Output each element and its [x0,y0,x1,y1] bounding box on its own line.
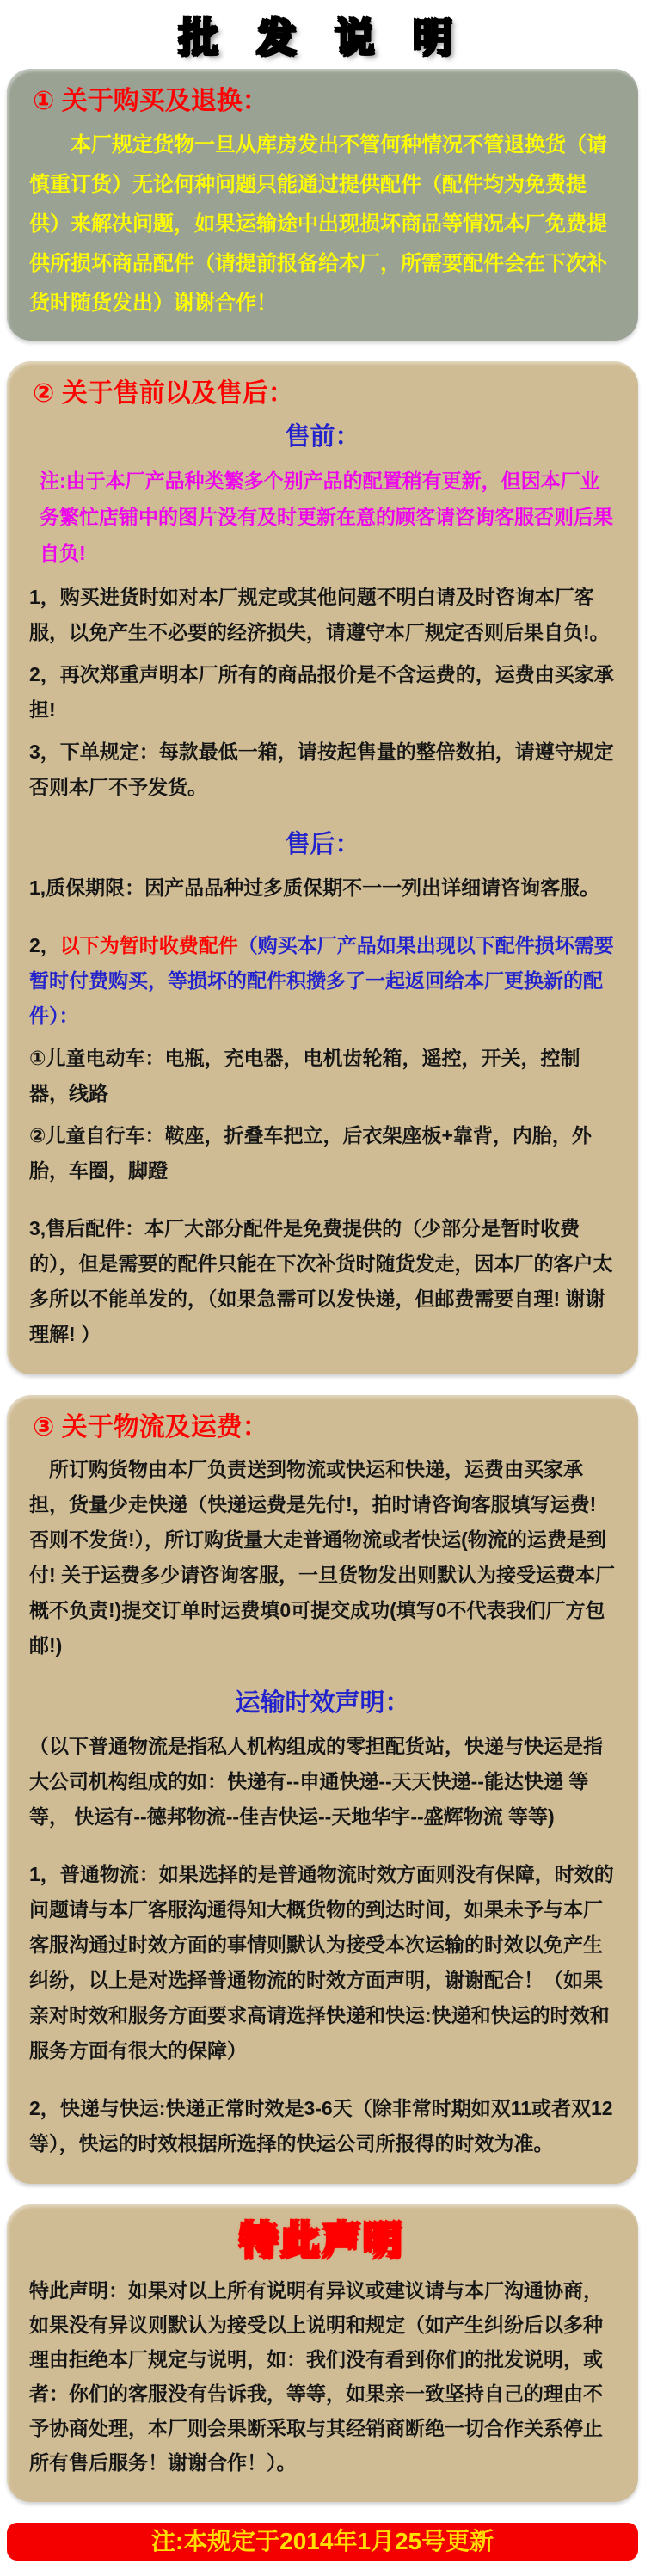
special-statement-body: 特此声明：如果对以上所有说明有异议或建议请与本厂沟通协商，如果没有异议则默认为接受以上说明和规定（如产生纠纷后以多种理由拒绝本厂规定与说明，如：我们没有看到你们的批发说明，或者：你们的客服没有告诉我，等等，如果亲一致坚持自己的理由不予协商处理，本厂则会果断采取与其经销商断绝一切合作关系停止所有售后服务！谢谢合作！）。 [29,2279,603,2474]
section-special-statement [7,2204,638,2502]
presale-note: 注:由于本厂产品种类繁多个别产品的配置稍有更新，但因本厂业务繁忙店铺中的图片没有及时更新在意的顾客请咨询客服否则后果自负! [40,470,613,564]
section3-heading: ③ 关于物流及运费： [33,1413,268,1442]
section1-heading: ① 关于购买及退换： [33,87,268,115]
aftersale-parts-bicycle: ②儿童自行车：鞍座，折叠车把立，后衣架座板+靠背，内胎，外胎，车圈，脚蹬 [29,1124,592,1182]
section2-heading: ② 关于售前以及售后： [33,379,294,408]
aftersale-item-1: 1,质保期限：因产品品种过多质保期不一一列出详细请咨询客服。 [29,876,600,899]
presale-item-3: 3，下单规定：每款最低一箱，请按起售量的整倍数拍，请遵守规定否则本厂不予发货。 [29,741,614,798]
update-date-banner: 注:本规定于2014年1月25号更新 [7,2523,638,2561]
presale-item-1: 1，购买进货时如对本厂规定或其他问题不明白请及时咨询本厂客服，以免产生不必要的经济损失，请遵守本厂规定否则后果自负!。 [29,586,610,643]
freight-paragraph: 所订购货物由本厂负责送到物流或快运和快递，运费由买家承担，货量少走快递（快递运费是先付!，拍时请咨询客服填写运费!否则不发货!），所订购货量大走普通物流或者快运(物流的运费是到付! 关于运费多少请咨询客服，一旦货物发出则默认为接受运费本厂概不负责!)提交订单时运费填0可提交成功(填写0不代表我们厂方包邮!) [29,1458,616,1657]
section1-body: 本厂规定货物一旦从库房发出不管何种情况不管退换货（请慎重订货）无论何种问题只能通过提供配件（配件均为免费提供）来解决问题，如果运输途中出现损坏商品等情况本厂免费提供所损坏商品配件（请提前报备给本厂，所需要配件会在下次补货时随货发出）谢谢合作！ [29,133,607,315]
section-purchase-returns [7,69,638,341]
section-presale-aftersale [7,361,638,1374]
aftersale-item-3: 3,售后配件：本厂大部分配件是免费提供的（少部分是暂时收费的），但是需要的配件只能在下次补货时随货发走，因本厂的客户太多所以不能单发的，（如果急需可以发快递，但邮费需要自理! 谢谢理解! ） [29,1217,613,1345]
aftersale-item-2-highlight: 以下为暂时收费配件 [59,934,238,956]
timeliness-item-1: 1，普通物流：如果选择的是普通物流时效方面则没有保障，时效的问题请与本厂客服沟通得知大概货物的到达时间，如果未予与本厂客服沟通过时效方面的事情则默认为接受本次运输的时效以免产生纠纷，以上是对选择普通物流的时效方面声明，谢谢配合！（如果亲对时效和服务方面要求高请选择快递和快运:快递和快运的时效和服务方面有很大的保障） [29,1863,614,2062]
section-logistics-freight [7,1395,638,2184]
aftersale-item-2 [29,928,616,1034]
timeliness-item-2: 2，快递与快运:快递正常时效是3-6天（除非常时期如双11或者双12等），快运的时效根据所选择的快运公司所报得的时效为准。 [29,2097,613,2155]
aftersale-heading: 售后： [285,831,360,858]
timeliness-heading: 运输时效声明： [235,1689,410,1717]
presale-heading: 售前： [285,423,360,451]
aftersale-item-2-detail: （购买本厂产品如果出现以下配件损坏需要暂时付费购买，等损坏的配件积攒多了一起返回给本厂更换新的配件）： [29,934,614,1027]
page-title: 批 发 说 明 [178,15,467,60]
aftersale-parts-electric: ①儿童电动车：电瓶，充电器，电机齿轮箱，遥控，开关，控制器，线路 [29,1047,580,1104]
special-statement-title: 特此声明 [240,2220,405,2262]
aftersale-item-2-prefix: 2， [29,934,60,956]
timeliness-definition: （以下普通物流是指私人机构组成的零担配货站，快递与快运是指大公司机构组成的如：快递有--申通快递--天天快递--能达快递 等等， 快运有--德邦物流--佳吉快运--天地华宇--盛辉物流 等等) [29,1735,603,1828]
presale-item-2: 2，再次郑重声明本厂所有的商品报价是不含运费的，运费由买家承担! [29,663,614,721]
